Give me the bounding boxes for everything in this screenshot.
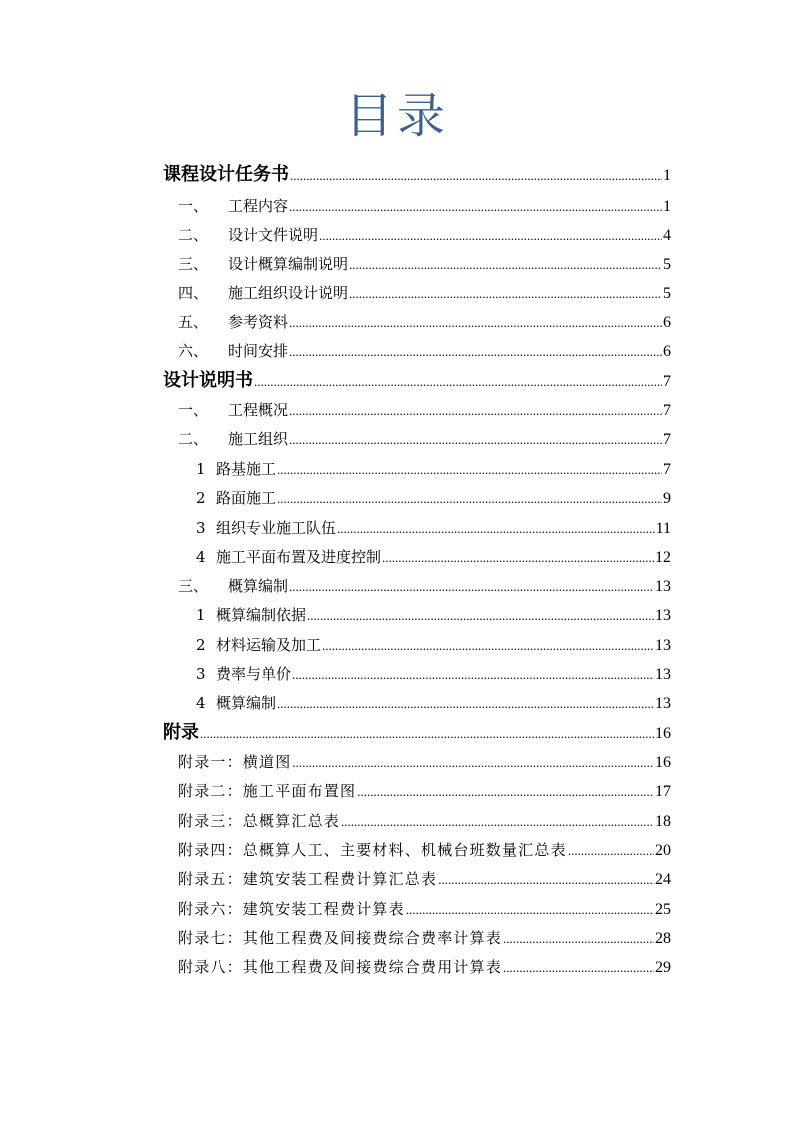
toc-page-number: 7 <box>663 461 671 478</box>
toc-entry-number: 三、 <box>178 255 209 273</box>
toc-page-number: 5 <box>663 285 671 302</box>
toc-entry-label: 附录二：施工平面布置图 <box>178 782 357 800</box>
toc-entry-label: 施工组织 <box>228 430 289 448</box>
toc-page-number: 13 <box>655 607 671 624</box>
toc-entry-label: 附录四：总概算人工、主要材料、机械台班数量汇总表 <box>178 841 567 859</box>
toc-entry[interactable] <box>178 397 671 423</box>
toc-leader-dots <box>349 281 662 307</box>
toc-leader-dots <box>568 838 654 864</box>
toc-leader-dots <box>382 545 654 571</box>
toc-leader-dots <box>292 662 654 688</box>
toc-page-number: 7 <box>663 402 671 419</box>
toc-leader-dots <box>438 867 654 893</box>
toc-entry[interactable] <box>196 690 671 716</box>
toc-entry[interactable] <box>178 866 671 892</box>
toc-leader-dots <box>322 633 654 659</box>
toc-page-number: 17 <box>655 783 671 800</box>
toc-page-number: 9 <box>663 490 671 507</box>
toc-entry-number: 一、 <box>178 197 209 215</box>
toc-entry-label: 设计文件说明 <box>228 226 319 244</box>
toc-page-number: 7 <box>663 431 671 448</box>
toc-entry[interactable] <box>178 749 671 775</box>
toc-entry-label: 施工平面布置及进度控制 <box>216 548 382 566</box>
toc-entry-label: 概算编制依据 <box>216 606 307 624</box>
toc-entry[interactable] <box>163 720 671 746</box>
toc-page-number: 5 <box>663 256 671 273</box>
toc-entry[interactable] <box>178 426 671 452</box>
toc-page-number: 6 <box>663 343 671 360</box>
toc-leader-dots <box>307 603 654 629</box>
toc-entry-number: 1 <box>196 460 206 478</box>
toc-leader-dots <box>292 750 654 776</box>
toc-page-number: 13 <box>655 637 671 654</box>
toc-entry-label: 附录一：横道图 <box>178 753 292 771</box>
toc-entry[interactable] <box>196 544 671 570</box>
toc-leader-dots <box>319 223 662 249</box>
toc-entry[interactable] <box>163 162 671 188</box>
toc-entry[interactable] <box>163 368 671 394</box>
toc-entry-number: 4 <box>196 548 206 566</box>
toc-entry[interactable] <box>178 837 671 863</box>
toc-leader-dots <box>289 339 662 365</box>
toc-entry-label: 材料运输及加工 <box>216 636 322 654</box>
toc-entry-label: 附录六：建筑安装工程费计算表 <box>178 900 405 918</box>
toc-leader-dots <box>277 457 662 483</box>
toc-leader-dots <box>290 163 662 189</box>
toc-leader-dots <box>406 897 654 923</box>
toc-entry-number: 1 <box>196 606 206 624</box>
toc-page-number: 13 <box>655 695 671 712</box>
toc-page-number: 1 <box>663 198 671 215</box>
toc-entry-number: 2 <box>196 489 206 507</box>
toc-page-number: 29 <box>655 959 671 976</box>
toc-page-number: 4 <box>663 227 671 244</box>
toc-entry[interactable] <box>178 778 671 804</box>
toc-entry-label: 路基施工 <box>216 460 277 478</box>
toc-leader-dots <box>503 955 654 981</box>
toc-entry[interactable] <box>178 222 671 248</box>
toc-leader-dots <box>337 516 655 542</box>
toc-entry-number: 五、 <box>178 313 209 331</box>
toc-entry-number: 四、 <box>178 284 209 302</box>
toc-entry-number: 三、 <box>178 577 209 595</box>
toc-entry[interactable] <box>196 456 671 482</box>
toc-entry[interactable] <box>178 954 671 980</box>
toc-entry-number: 3 <box>196 519 206 537</box>
toc-leader-dots <box>357 779 654 805</box>
toc-entry-label: 概算编制 <box>216 694 277 712</box>
toc-entry[interactable] <box>178 925 671 951</box>
toc-leader-dots <box>349 252 662 278</box>
toc-page-number: 16 <box>655 754 671 771</box>
toc-entry-label: 附录八：其他工程费及间接费综合费用计算表 <box>178 958 503 976</box>
toc-entry-number: 二、 <box>178 226 209 244</box>
toc-page-number: 12 <box>655 549 671 566</box>
toc-leader-dots <box>289 398 662 424</box>
toc-entry-label: 费率与单价 <box>216 665 292 683</box>
toc-entry[interactable] <box>196 602 671 628</box>
toc-entry-label: 工程概况 <box>228 401 289 419</box>
page-title: 目录 <box>344 88 449 144</box>
toc-page-number: 18 <box>655 813 671 830</box>
toc-entry[interactable] <box>178 338 671 364</box>
toc-page-number: 7 <box>663 373 671 390</box>
toc-page-number: 6 <box>663 314 671 331</box>
toc-entry[interactable] <box>196 632 671 658</box>
toc-leader-dots <box>503 926 654 952</box>
toc-entry-label: 路面施工 <box>216 489 277 507</box>
toc-leader-dots <box>277 486 662 512</box>
toc-entry[interactable] <box>178 193 671 219</box>
toc-entry-label: 时间安排 <box>228 342 289 360</box>
toc-entry-number: 六、 <box>178 342 209 360</box>
toc-page-number: 1 <box>663 167 671 184</box>
toc-entry-number: 二、 <box>178 430 209 448</box>
toc-entry[interactable] <box>178 280 671 306</box>
toc-entry-label: 课程设计任务书 <box>163 164 289 185</box>
toc-leader-dots <box>200 721 654 747</box>
toc-leader-dots <box>289 574 654 600</box>
toc-entry-label: 参考资料 <box>228 313 289 331</box>
toc-entry-label: 组织专业施工队伍 <box>216 519 337 537</box>
toc-page-number: 24 <box>655 871 671 888</box>
toc-entry-label: 附录五：建筑安装工程费计算汇总表 <box>178 870 438 888</box>
toc-entry[interactable] <box>178 573 671 599</box>
toc-entry[interactable] <box>178 808 671 834</box>
toc-entry[interactable] <box>196 661 671 687</box>
toc-leader-dots <box>289 194 662 220</box>
toc-page-number: 16 <box>655 725 671 742</box>
toc-entry-number: 2 <box>196 636 206 654</box>
toc-page-number: 13 <box>655 666 671 683</box>
toc-leader-dots <box>277 691 654 717</box>
toc-entry-label: 附录七：其他工程费及间接费综合费率计算表 <box>178 929 503 947</box>
toc-leader-dots <box>289 310 662 336</box>
toc-entry-label: 附录 <box>163 722 199 743</box>
toc-entry-label: 设计概算编制说明 <box>228 255 349 273</box>
toc-entry[interactable] <box>196 485 671 511</box>
toc-page-number: 20 <box>655 842 671 859</box>
toc-entry[interactable] <box>178 251 671 277</box>
toc-entry-number: 3 <box>196 665 206 683</box>
toc-leader-dots <box>289 427 662 453</box>
toc-page-number: 25 <box>655 901 671 918</box>
toc-entry[interactable] <box>178 896 671 922</box>
toc-entry-label: 设计说明书 <box>163 370 253 391</box>
toc-page-number: 11 <box>655 520 671 537</box>
toc-entry-number: 一、 <box>178 401 209 419</box>
toc-entry-label: 概算编制 <box>228 577 289 595</box>
toc-entry[interactable] <box>178 309 671 335</box>
toc-page-number: 13 <box>655 578 671 595</box>
toc-entry[interactable] <box>196 515 671 541</box>
toc-entry-number: 4 <box>196 694 206 712</box>
toc-page-number: 28 <box>655 930 671 947</box>
toc-leader-dots <box>254 369 662 395</box>
toc-entry-label: 工程内容 <box>228 197 289 215</box>
toc-leader-dots <box>341 809 654 835</box>
toc-entry-label: 附录三：总概算汇总表 <box>178 812 341 830</box>
toc-entry-label: 施工组织设计说明 <box>228 284 349 302</box>
